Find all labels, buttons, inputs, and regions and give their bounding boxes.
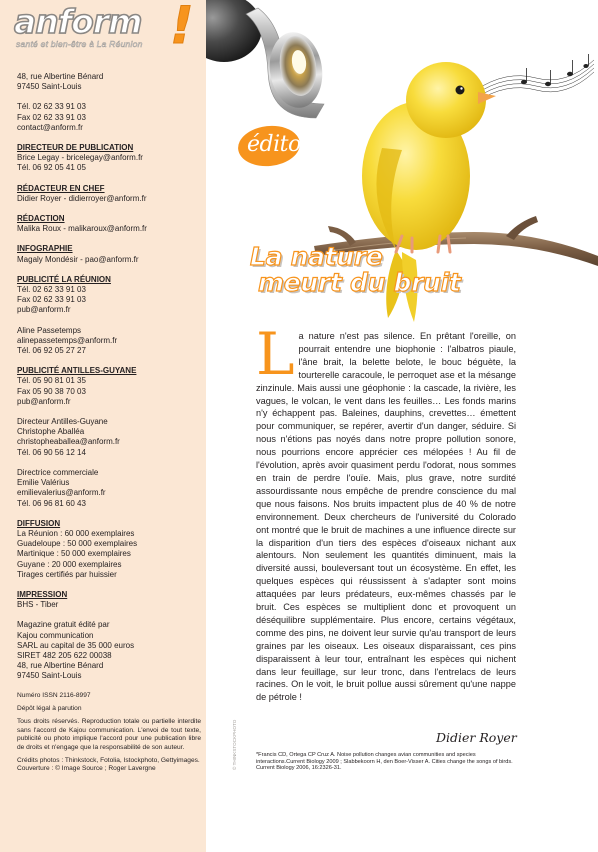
section-heading: INFOGRAPHIE <box>17 244 73 254</box>
article-body <box>256 320 516 704</box>
headline <box>250 244 550 296</box>
section-heading: DIRECTEUR DE PUBLICATION <box>17 143 134 153</box>
masthead-credits <box>17 72 201 784</box>
masthead-photo-credits: Crédits photos : Thinkstock, Fotolia, Istockphoto, Gettyimages. Couverture : © Image Source ; Roger Lavergne <box>17 756 200 773</box>
logo-exclamation: ! <box>170 0 194 56</box>
masthead-address: 48, rue Albertine Bénard 97450 Saint-Louis <box>17 72 104 92</box>
logo-wordmark: anform <box>14 2 142 41</box>
masthead-issn: Numéro ISSN 2116-8997 <box>17 691 91 699</box>
contact-email-link[interactable]: contact@anform.fr <box>17 122 83 132</box>
section-heading: PUBLICITÉ LA RÉUNION <box>17 274 111 284</box>
masthead-sidebar <box>0 0 206 852</box>
masthead-pub-antilles: PUBLICITÉ ANTILLES-GUYANE Tél. 05 90 81 01 35 Fax 05 90 38 70 03 pub@anform.fr <box>17 366 201 407</box>
masthead-impression: IMPRESSION BHS - Tiber <box>17 590 201 610</box>
masthead-redaction: RÉDACTION Malika Roux - malikaroux@anform.fr <box>17 214 201 234</box>
horn-bulb <box>206 0 262 62</box>
edito-label: édito <box>247 132 301 157</box>
masthead-infographie: INFOGRAPHIE Magaly Mondésir - pao@anform.fr <box>17 244 201 264</box>
masthead-pub-reunion: PUBLICITÉ LA RÉUNION Tél. 02 62 33 91 03 Fax 02 62 33 91 03 pub@anform.fr <box>17 275 201 316</box>
masthead-rights: Tous droits réservés. Reproduction totale ou partielle interdite sans l'accord de Kajou communication. L'envoi de tout texte, publicité ou photo implique l'accord pour une publication libre de droits et n'engage que la responsabilité de son auteur. <box>17 718 201 751</box>
section-heading: RÉDACTEUR EN CHEF <box>17 183 105 193</box>
section-heading: RÉDACTION <box>17 214 65 224</box>
article-text: a nature n'est pas silence. En prêtant l'oreille, on pourrait entendre une biophonie : l'albatros piaule, l'âne brait, la belette belote, le bouc béguète, la tourterelle caracoule, le perroquet ase et la mésange zinzinule. Mais aussi une géophonie : la cascade, la rivière, les vagues, le volcan, le vent dans les feuilles… Les fonds marins n'y échappent pas. Baleines, dauphins, crevettes… émettent pour communiquer, se repérer, avertir d'un danger, séduire. Si nous n'étions pas noyés dans notre propre pollution sonore, nous pourrions encore apprécier ces mélopées ! Au fil de l'évolution, après avoir quasiment perdu l'odorat, nous sommes en train de perdre l'ouïe. Mais, plus grave, notre surdité assourdissante nous empêche de prendre conscience du mal que nous faisons. Nos bruits impactent plus de 40 % de notre environnement. Deux chercheurs de l'université du Colorado ont montré que le bruit de machines a une influence directe sur la disparition d'un tiers des espèces d'oiseaux nichant aux alentours. Non seulement les quantités diminuent, mais la diversité aussi, bouleversant tout un écosystème. En effet, les quelques espèces qui réussissent à s'adapter sont moins attaquées par leurs prédateurs, eux-mêmes chassés par le bruit. Ces espèces se multiplient donc et provoquent un déséquilibre supplémentaire. Plus encore, certains végétaux, comme des pins, ne doivent leur survie qu'au transport de leurs graines par les oiseaux. Les oiseaux disparaissant, ces pins disparaissent à leur tour, entraînant les espèces qui nichent dans leur feuillage, sur leur tronc, dans l'entrelacs de leurs racines. On le voit, le bruit pollue aussi sûrement qu'une nappe de pétrole ! <box>256 331 516 703</box>
masthead-aline: Aline Passetemps alinepassetemps@anform.fr Tél. 06 92 05 27 27 <box>17 325 118 356</box>
music-notes-icon <box>476 54 594 102</box>
headline-line2: meurt du bruit <box>258 268 461 297</box>
masthead-commercial-director: Directrice commerciale Emilie Valérius emilievalerius@anform.fr Tél. 06 96 81 60 43 <box>17 467 106 508</box>
masthead-chief-editor: RÉDACTEUR EN CHEF Didier Royer - didierroyer@anform.fr <box>17 184 201 204</box>
drop-cap: L <box>256 320 295 388</box>
anform-logo[interactable] <box>14 2 206 60</box>
masthead-publication-director: DIRECTEUR DE PUBLICATION Brice Legay - bricelegay@anform.fr Tél. 06 92 05 41 05 <box>17 143 201 174</box>
masthead-publisher: Magazine gratuit édité par Kajou communication SARL au capital de 35 000 euros SIRET 482 205 622 00038 48, rue Albertine Bénard 97450 Saint-Louis <box>17 620 135 681</box>
masthead-contact: Tél. 02 62 33 91 03 Fax 02 62 33 91 03 contact@anform.fr <box>17 102 201 133</box>
masthead-director-antilles: Directeur Antilles-Guyane Christophe Aballéa christopheaballea@anform.fr Tél. 06 90 56 12 14 <box>17 417 120 457</box>
section-heading: IMPRESSION <box>17 589 68 599</box>
masthead-diffusion: DIFFUSION La Réunion : 60 000 exemplaires Guadeloupe : 50 000 exemplaires Martinique : 50 000 exemplaires Guyane : 20 000 exemplaires Tirages certifiés par huissier <box>17 519 201 580</box>
section-heading: DIFFUSION <box>17 518 61 528</box>
footnote: *Francis CD, Ortega CP Cruz A. Noise pollution changes avian communities and species interactions.Current Biology 2009 ; Slabbekoorn H, den Boer-Visser A. Cities change the songs of birds. Current Biology 2006, 16:2326-31. <box>256 752 513 772</box>
author-signature: Didier Royer <box>436 730 517 745</box>
masthead-depot: Dépôt légal à parution <box>17 704 82 712</box>
section-heading: PUBLICITÉ ANTILLES-GUYANE <box>17 366 137 376</box>
photo-credit: © THINKSTOCKPHOTO <box>232 719 237 770</box>
headline-line1: La nature <box>250 242 383 271</box>
logo-tagline: santé et bien-être à La Réunion <box>16 39 143 49</box>
